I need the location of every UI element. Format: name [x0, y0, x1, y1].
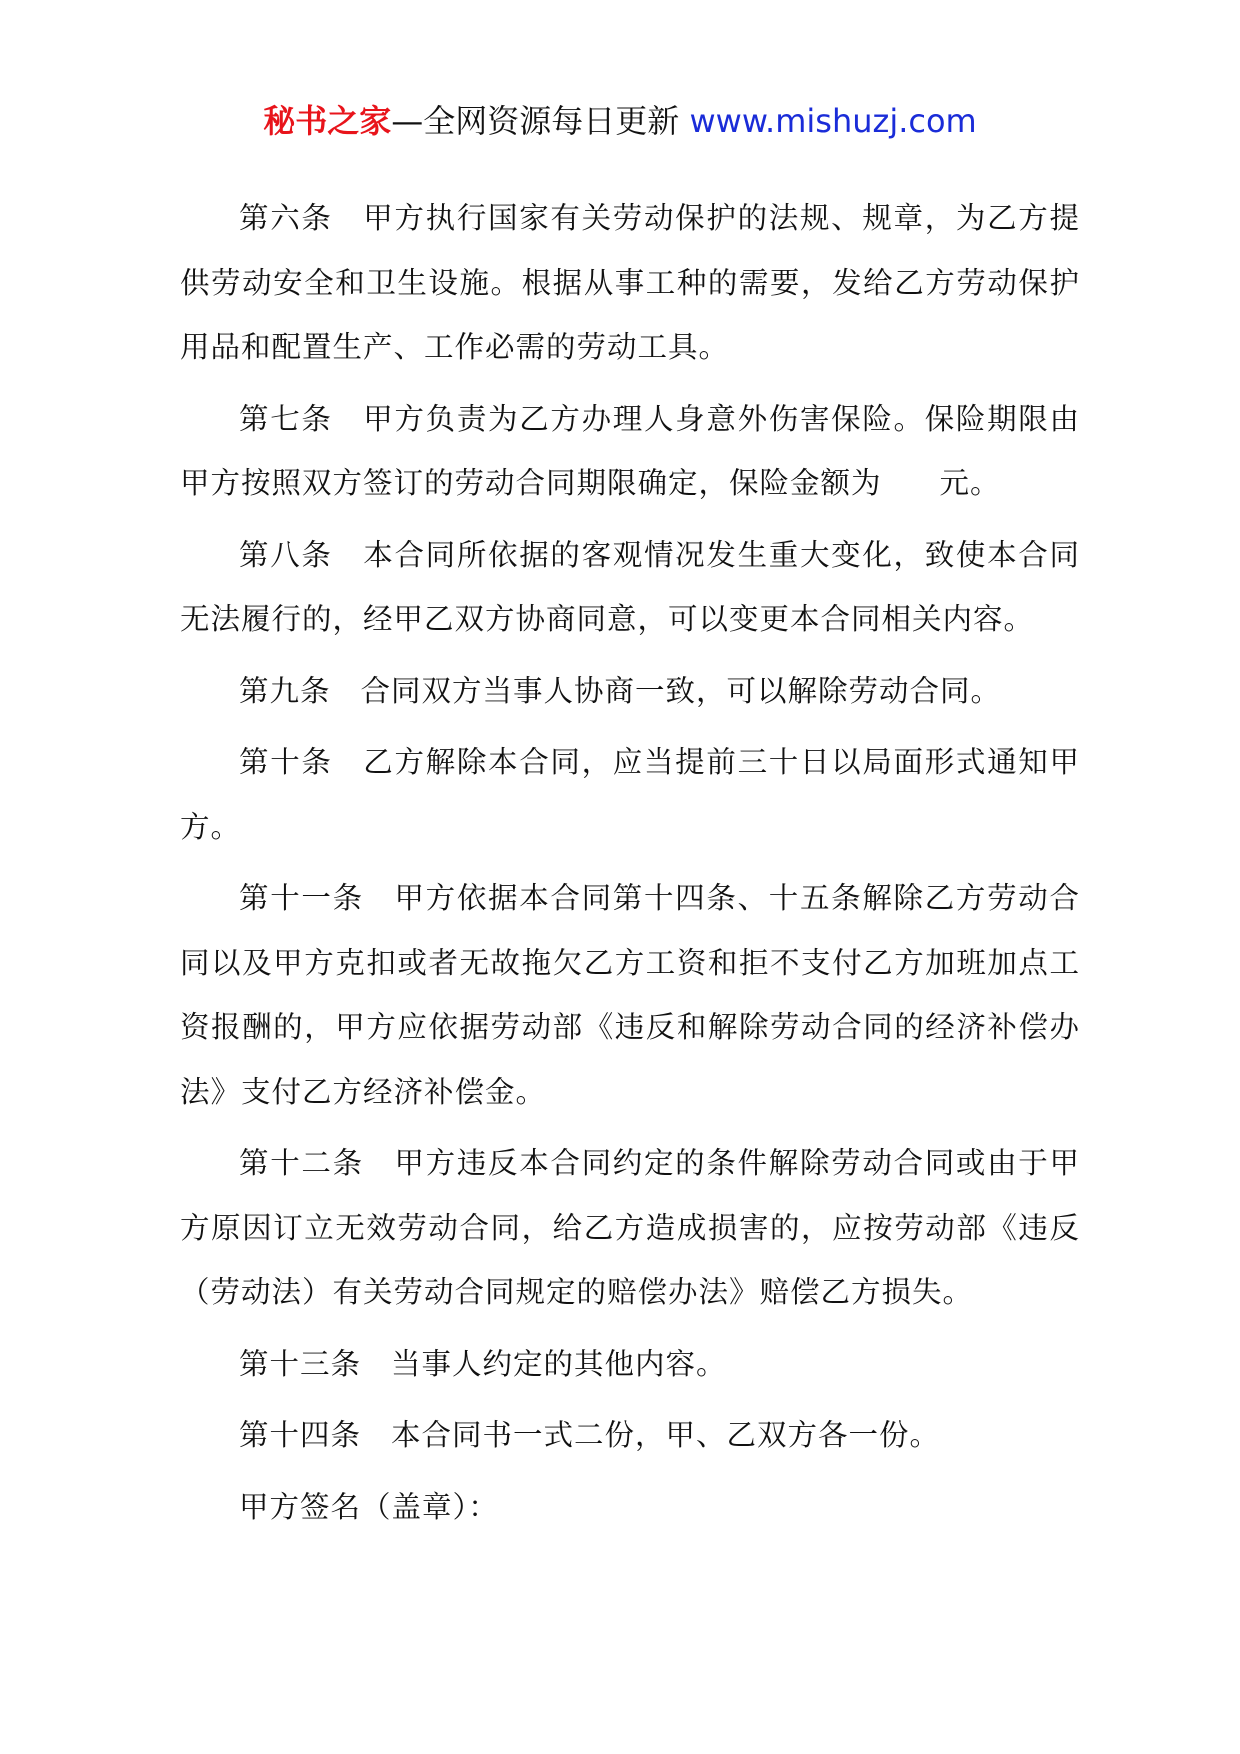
- clause-number: 第十二条: [239, 1146, 364, 1180]
- clause-text: 甲方依据本合同第十四条、十五条解除乙方劳动合同以及甲方克扣或者无故拖欠乙方工资和拒不支付乙方加班加点工资报酬的，甲方应依据劳动部《违反和解除劳动合同的经济补偿办法》支付乙方经济补偿金。: [180, 881, 1080, 1109]
- clause-7: [180, 387, 1080, 516]
- clause-9: [180, 659, 1080, 724]
- clause-13: [180, 1332, 1080, 1397]
- clause-text: 本合同书一式二份，甲、乙双方各一份。: [391, 1418, 941, 1452]
- clause-number: 第八条: [239, 537, 333, 572]
- clause-number: 第十四条: [239, 1418, 362, 1452]
- clause-number: 第十三条: [239, 1346, 362, 1381]
- brand-name: 秘书之家: [263, 102, 392, 140]
- clause-text: 甲方负责为乙方办理人身意外伤害保险。保险期限由甲方按照双方签订的劳动合同期限确定，保险金额为: [180, 401, 1080, 500]
- clause-text: 本合同所依据的客观情况发生重大变化，致使本合同无法履行的，经甲乙双方协商同意，可以变更本合同相关内容。: [180, 537, 1080, 636]
- clause-number: 第十一条: [239, 881, 364, 915]
- clause-11: [180, 866, 1080, 1124]
- clause-6: [180, 186, 1080, 380]
- signature-label: 甲方签名（盖章）：: [239, 1489, 499, 1524]
- site-url[interactable]: www.mishuzj.com: [689, 102, 977, 140]
- party-a-signature: [180, 1475, 1080, 1540]
- clause-text: 甲方执行国家有关劳动保护的法规、规章，为乙方提供劳动安全和卫生设施。根据从事工种的需要，发给乙方劳动保护用品和配置生产、工作必需的劳动工具。: [180, 201, 1080, 364]
- clause-text: 合同双方当事人协商一致，可以解除劳动合同。: [360, 673, 1002, 708]
- clause-10: [180, 730, 1080, 859]
- clause-number: 第六条: [239, 201, 333, 235]
- clause-12: [180, 1131, 1080, 1325]
- clause-text: 当事人约定的其他内容。: [391, 1346, 727, 1381]
- site-header: [0, 98, 1240, 144]
- site-tagline: —全网资源每日更新: [391, 102, 680, 140]
- clause-number: 第十条: [239, 745, 333, 779]
- clause-text-tail: 元。: [939, 466, 1001, 500]
- clause-number: 第九条: [239, 673, 331, 708]
- contract-body: [180, 186, 1080, 1546]
- clause-text: 甲方违反本合同约定的条件解除劳动合同或由于甲方原因订立无效劳动合同，给乙方造成损害的，应按劳动部《违反（劳动法）有关劳动合同规定的赔偿办法》赔偿乙方损失。: [180, 1146, 1080, 1309]
- clause-8: [180, 523, 1080, 652]
- clause-number: 第七条: [239, 401, 333, 436]
- clause-14: [180, 1403, 1080, 1468]
- clause-text: 乙方解除本合同，应当提前三十日以局面形式通知甲方。: [180, 745, 1080, 844]
